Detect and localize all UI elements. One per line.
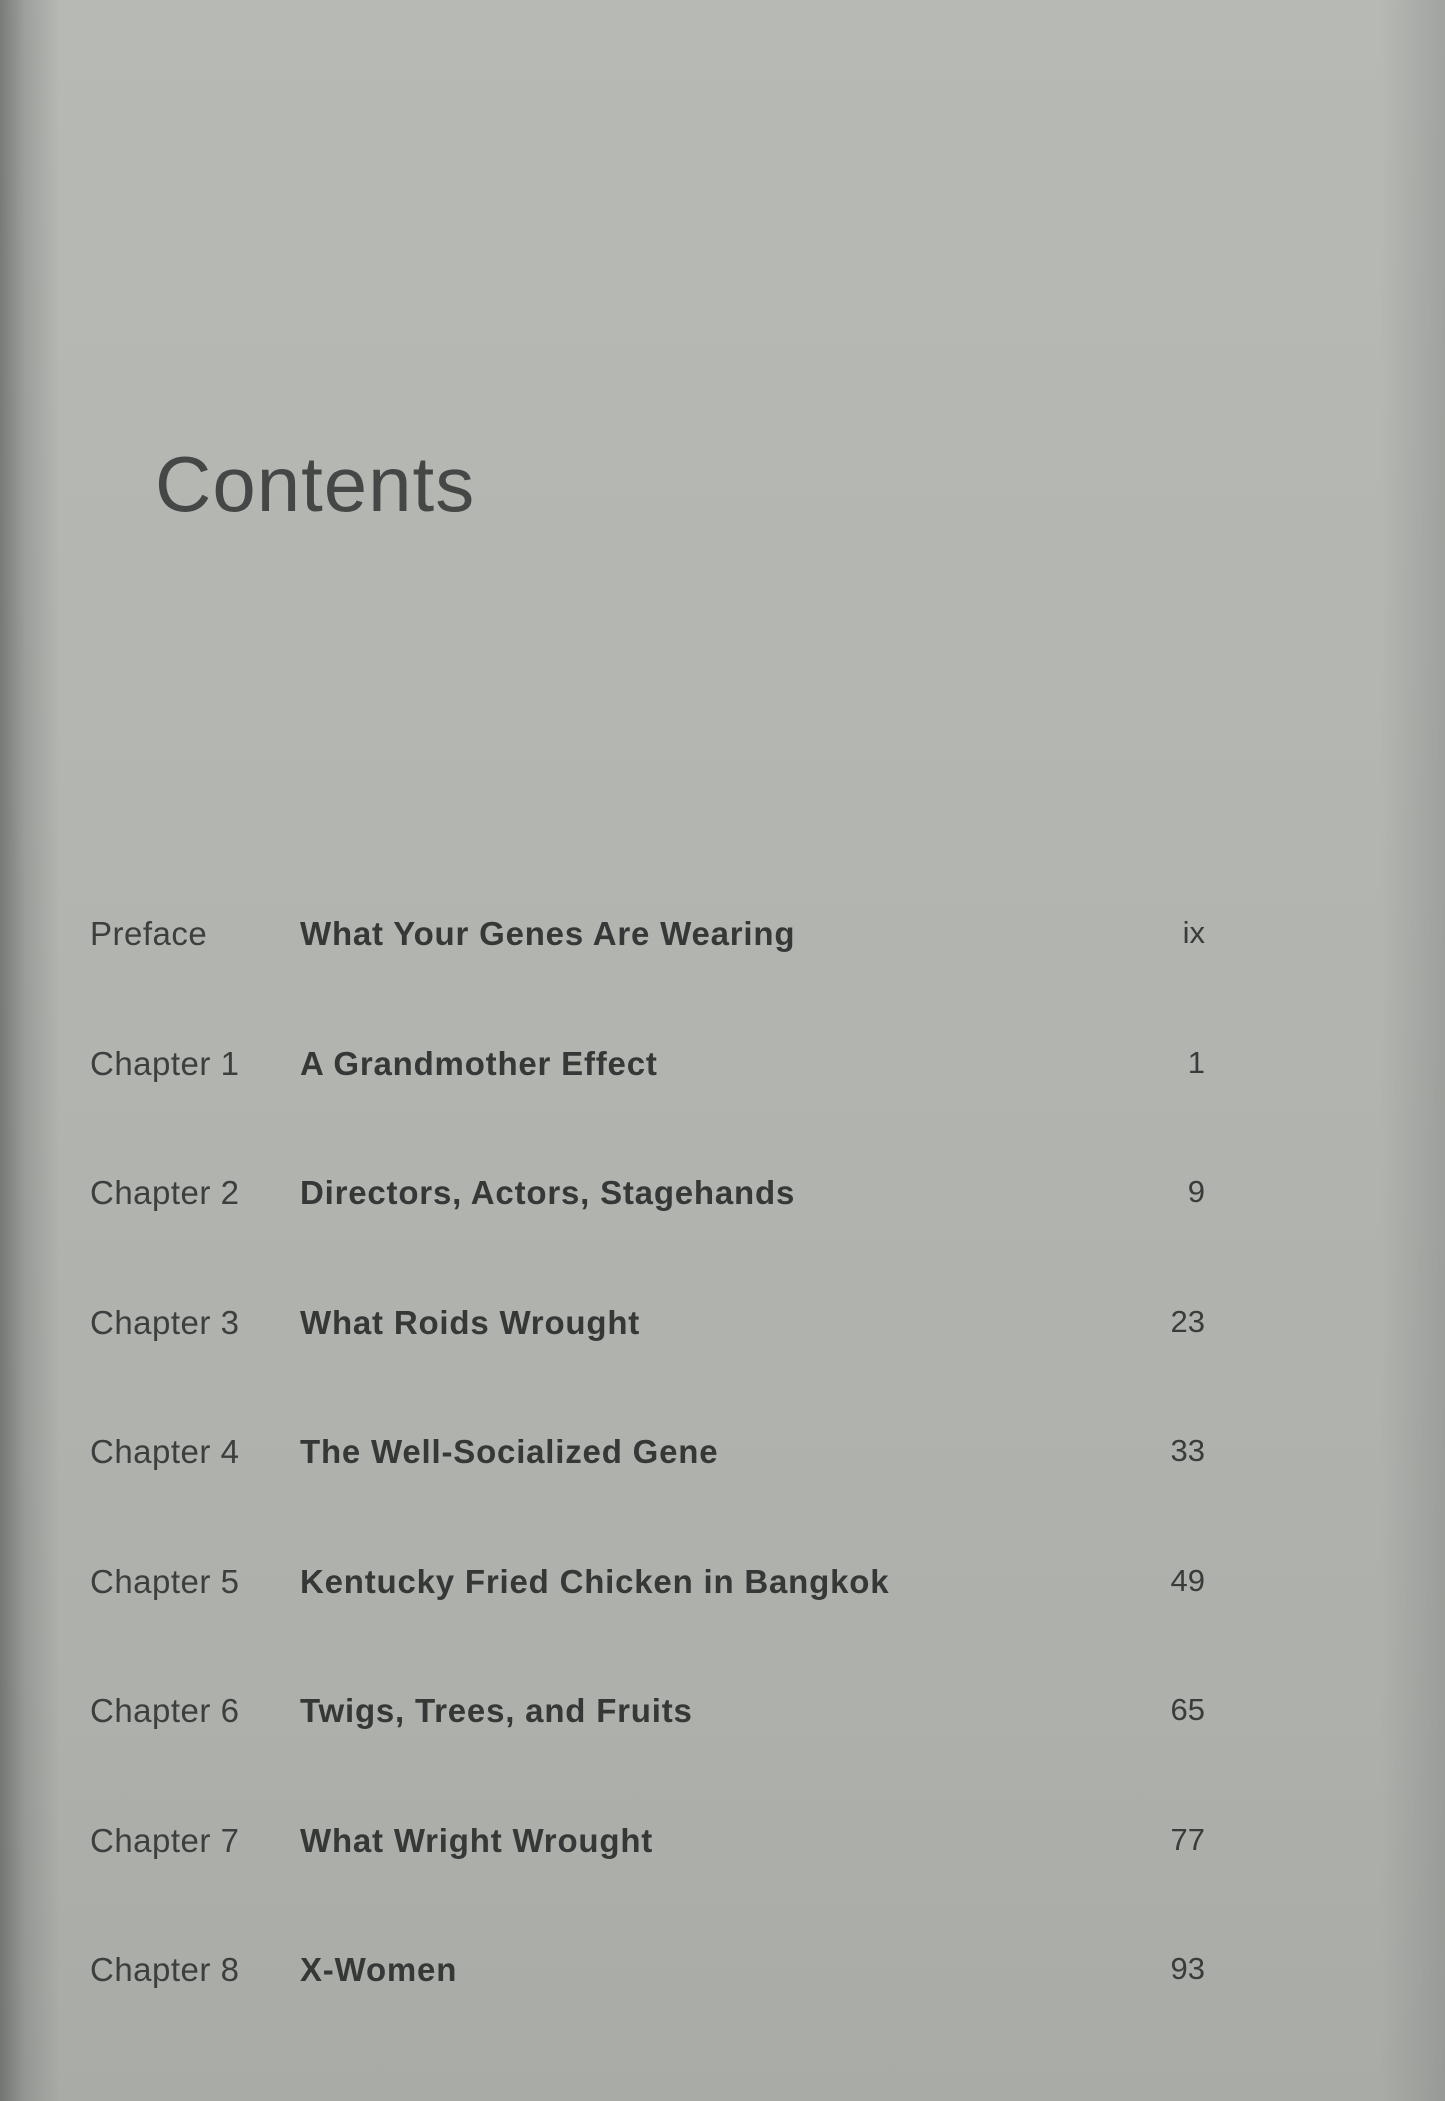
toc-entry-title: What Your Genes Are Wearing bbox=[300, 915, 796, 952]
page-title: Contents bbox=[155, 440, 476, 528]
toc-entry-preface bbox=[90, 915, 1205, 1045]
toc-entry-label: Chapter 8 bbox=[90, 1951, 240, 1988]
toc-entry-title: Twigs, Trees, and Fruits bbox=[300, 1692, 693, 1729]
toc-entry-chapter-2 bbox=[90, 1174, 1205, 1304]
toc-entry-label: Chapter 7 bbox=[90, 1821, 240, 1859]
toc-entry-title: The Well-Socialized Gene bbox=[300, 1433, 719, 1470]
toc-entry-page: 23 bbox=[1170, 1303, 1205, 1339]
toc-entry-chapter-6 bbox=[90, 1692, 1205, 1822]
toc-entry-chapter-8 bbox=[90, 1951, 1205, 2081]
toc-entry-label: Chapter 6 bbox=[90, 1692, 240, 1729]
toc-entry-chapter-5 bbox=[90, 1563, 1205, 1693]
toc-entry-label: Preface bbox=[90, 915, 208, 952]
toc-entry-page: 9 bbox=[1187, 1174, 1205, 1209]
toc-entry-label: Chapter 1 bbox=[90, 1044, 240, 1082]
toc-entry-title: Directors, Actors, Stagehands bbox=[300, 1174, 796, 1211]
toc-entry-page: 1 bbox=[1187, 1044, 1205, 1080]
toc-entry-title: What Roids Wrought bbox=[300, 1303, 641, 1341]
toc-entry-label: Chapter 4 bbox=[90, 1433, 240, 1470]
toc-entry-chapter-1 bbox=[90, 1045, 1205, 1175]
toc-entry-chapter-4 bbox=[90, 1433, 1205, 1563]
toc-entry-page: 93 bbox=[1170, 1951, 1205, 1986]
toc-entry-label: Chapter 5 bbox=[90, 1562, 240, 1600]
toc-entry-title: Kentucky Fried Chicken in Bangkok bbox=[300, 1562, 890, 1600]
toc-entry-label: Chapter 3 bbox=[90, 1303, 240, 1341]
toc-entry-label: Chapter 2 bbox=[90, 1174, 240, 1211]
toc-entry-page: 49 bbox=[1170, 1562, 1205, 1598]
toc-entry-title: A Grandmother Effect bbox=[300, 1044, 658, 1082]
toc-entry-chapter-3 bbox=[90, 1304, 1205, 1434]
toc-entry-page: 65 bbox=[1170, 1692, 1205, 1727]
table-of-contents bbox=[90, 915, 1205, 2081]
toc-entry-chapter-7 bbox=[90, 1822, 1205, 1952]
toc-entry-page: ix bbox=[1182, 915, 1205, 950]
toc-entry-page: 77 bbox=[1170, 1821, 1205, 1857]
toc-entry-title: What Wright Wrought bbox=[300, 1821, 654, 1859]
toc-entry-title: X-Women bbox=[300, 1951, 458, 1988]
toc-entry-page: 33 bbox=[1170, 1433, 1205, 1468]
